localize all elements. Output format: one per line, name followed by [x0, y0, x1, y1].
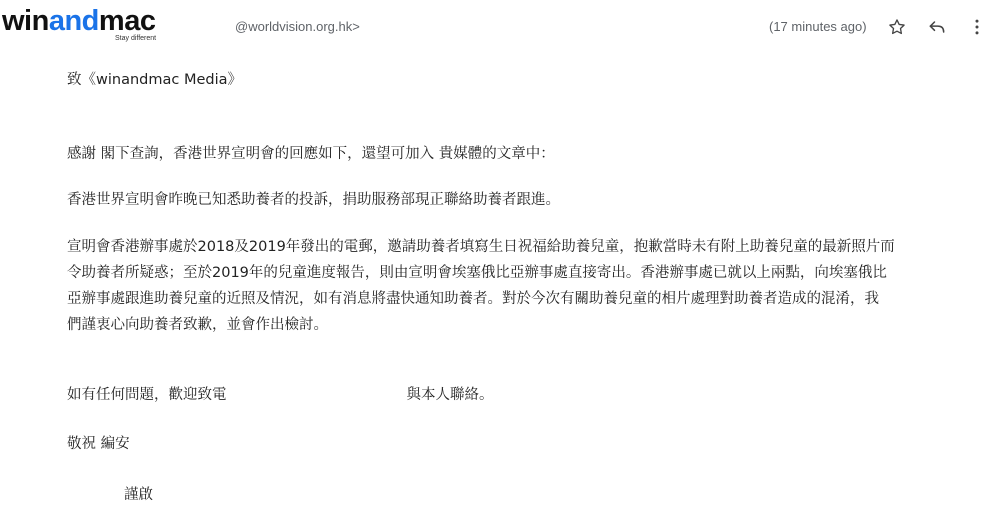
regards-line: 敬祝 編安	[67, 436, 130, 452]
contact-line	[67, 382, 494, 408]
email-header	[0, 0, 1000, 56]
paragraph-2-line: 亞辦事處跟進助養兒童的近照及情況，如有消息將盡快通知助養者。對於今次有關助養兒童的相片處理對助養者造成的混淆，我	[67, 291, 879, 307]
logo-tagline: Stay different	[115, 35, 157, 42]
paragraph-2-line: 們謹衷心向助養者致歉，並會作出檢討。	[67, 317, 328, 333]
contact-text-b: 與本人聯絡。	[406, 387, 494, 403]
star-icon[interactable]	[884, 14, 910, 40]
paragraph-1: 香港世界宣明會昨晚已知悉助養者的投訴，捐助服務部現正聯絡助養者跟進。	[67, 192, 560, 208]
more-vert-icon[interactable]	[964, 14, 990, 40]
thanks-line: 感謝 閣下查詢，香港世界宣明會的回應如下，還望可加入 貴媒體的文章中：	[67, 146, 555, 162]
winandmac-logo	[2, 4, 157, 42]
sender-address: @worldvision.org.hk>	[235, 19, 360, 34]
reply-icon[interactable]	[924, 14, 950, 40]
contact-text-a: 如有任何問題，歡迎致電	[67, 387, 227, 403]
logo-wordmark	[2, 4, 155, 38]
paragraph-2	[67, 234, 895, 338]
greeting: 致《winandmac Media》	[67, 72, 242, 88]
logo-text-mac: mac	[98, 5, 156, 37]
paragraph-2-line: 令助養者所疑惑；至於2019年的兒童進度報告，則由宣明會埃塞俄比亞辦事處直接寄出。香港辦事處已就以上兩點，向埃塞俄比	[67, 265, 887, 281]
logo-text-win: win	[2, 5, 49, 37]
logo-text-and: and	[48, 5, 99, 37]
paragraph-2-line: 宣明會香港辦事處於2018及2019年發出的電郵，邀請助養者填寫生日祝福給助養兒童，抱歉當時未有附上助養兒童的最新照片而	[67, 239, 895, 255]
timestamp: (17 minutes ago)	[769, 19, 867, 34]
signoff: 謹啟	[124, 487, 153, 503]
